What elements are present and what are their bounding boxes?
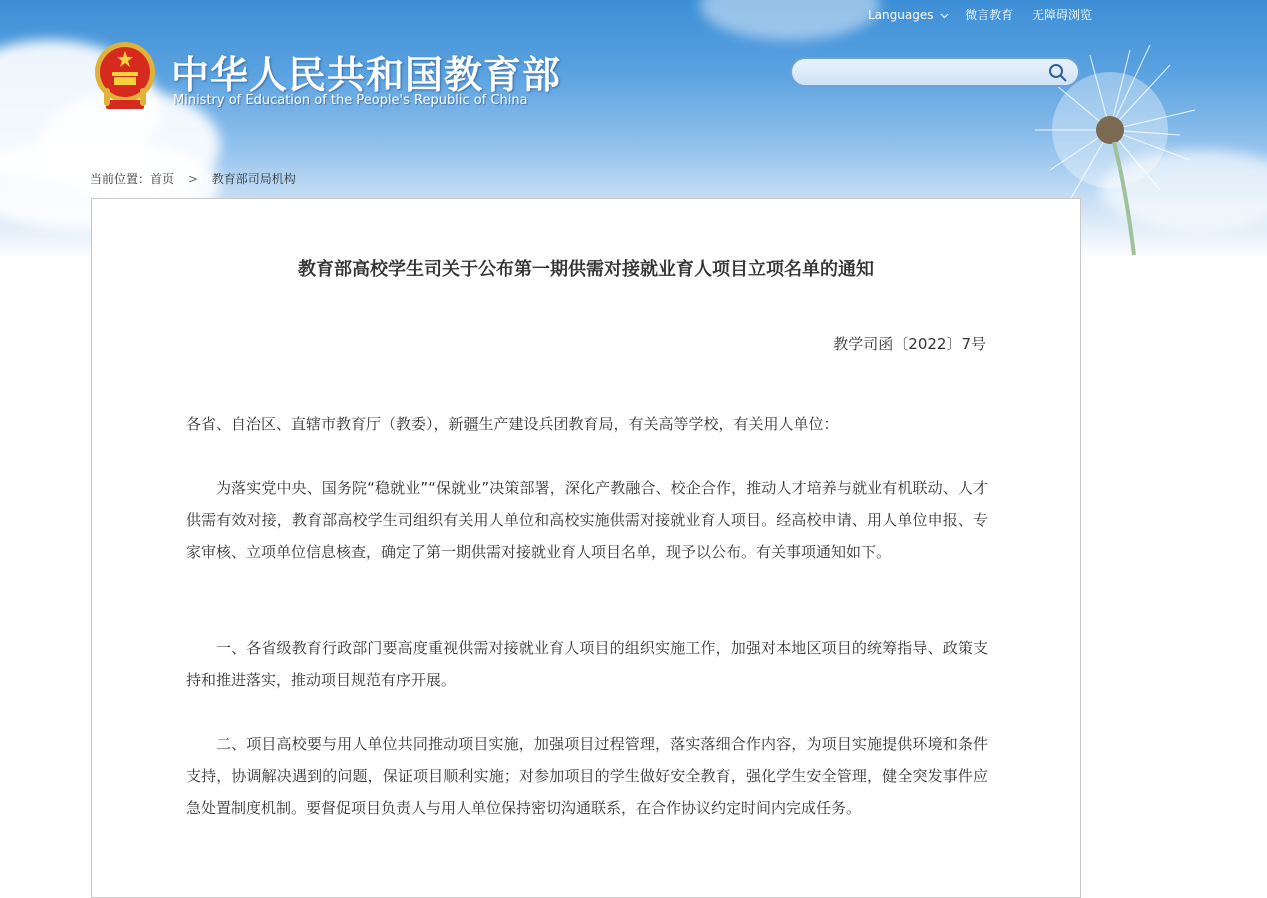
accessibility-link[interactable]: 无障碍浏览 [1031,8,1092,22]
search-box [790,57,1080,87]
national-emblem-icon[interactable] [92,40,158,112]
chevron-down-icon[interactable] [940,8,949,22]
article-title: 教育部高校学生司关于公布第一期供需对接就业育人项目立项名单的通知 [298,259,874,280]
site-title[interactable]: 中华人民共和国教育部 [171,53,562,97]
breadcrumb [90,170,296,187]
breadcrumb-label: 当前位置： [90,172,151,186]
search-input[interactable] [804,63,1043,83]
article-salutation: 各省、自治区、直辖市教育厅（教委），新疆生产建设兵团教育局，有关高等学校，有关用人单位： [186,415,839,433]
search-icon[interactable] [1048,63,1068,83]
site-title-english[interactable]: Ministry of Education of the People's Republic of China [173,93,528,108]
cloud-decoration [700,0,880,40]
breadcrumb-current-link[interactable]: 教育部司局机构 [211,172,296,186]
article-paragraph: 一、各省级教育行政部门要高度重视供需对接就业育人项目的组织实施工作，加强对本地区项目的统筹指导、政策支持和推进落实，推动项目规范有序开展。 [186,639,988,689]
top-links [868,6,1092,22]
article-paragraph: 二、项目高校要与用人单位共同推动项目实施，加强项目过程管理，落实落细合作内容，为项目实施提供环境和条件支持，协调解决遇到的问题，保证项目顺利实施；对参加项目的学生做好安全教育，强化学生安全管理，健全突发事件应急处置制度机制。要督促项目负责人与用人单位保持密切沟通联系，在合作协议约定时间内完成任务。 [186,735,988,817]
weibo-link[interactable]: 微言教育 [965,8,1014,22]
article-paragraph: 为落实党中央、国务院“稳就业”“保就业”决策部署，深化产教融合、校企合作，推动人才培养与就业有机联动、人才供需有效对接，教育部高校学生司组织有关用人单位和高校实施供需对接就业育人项目。经高校申请、用人单位申报、专家审核、立项单位信息核查，确定了第一期供需对接就业育人项目名单，现予以公布。有关事项通知如下。 [186,479,988,561]
breadcrumb-separator-icon: > [187,172,198,186]
breadcrumb-home-link[interactable]: 首页 [150,172,175,186]
languages-link[interactable]: Languages [868,7,934,22]
article-container [91,198,1081,898]
document-number: 教学司函〔2022〕7号 [833,335,986,353]
